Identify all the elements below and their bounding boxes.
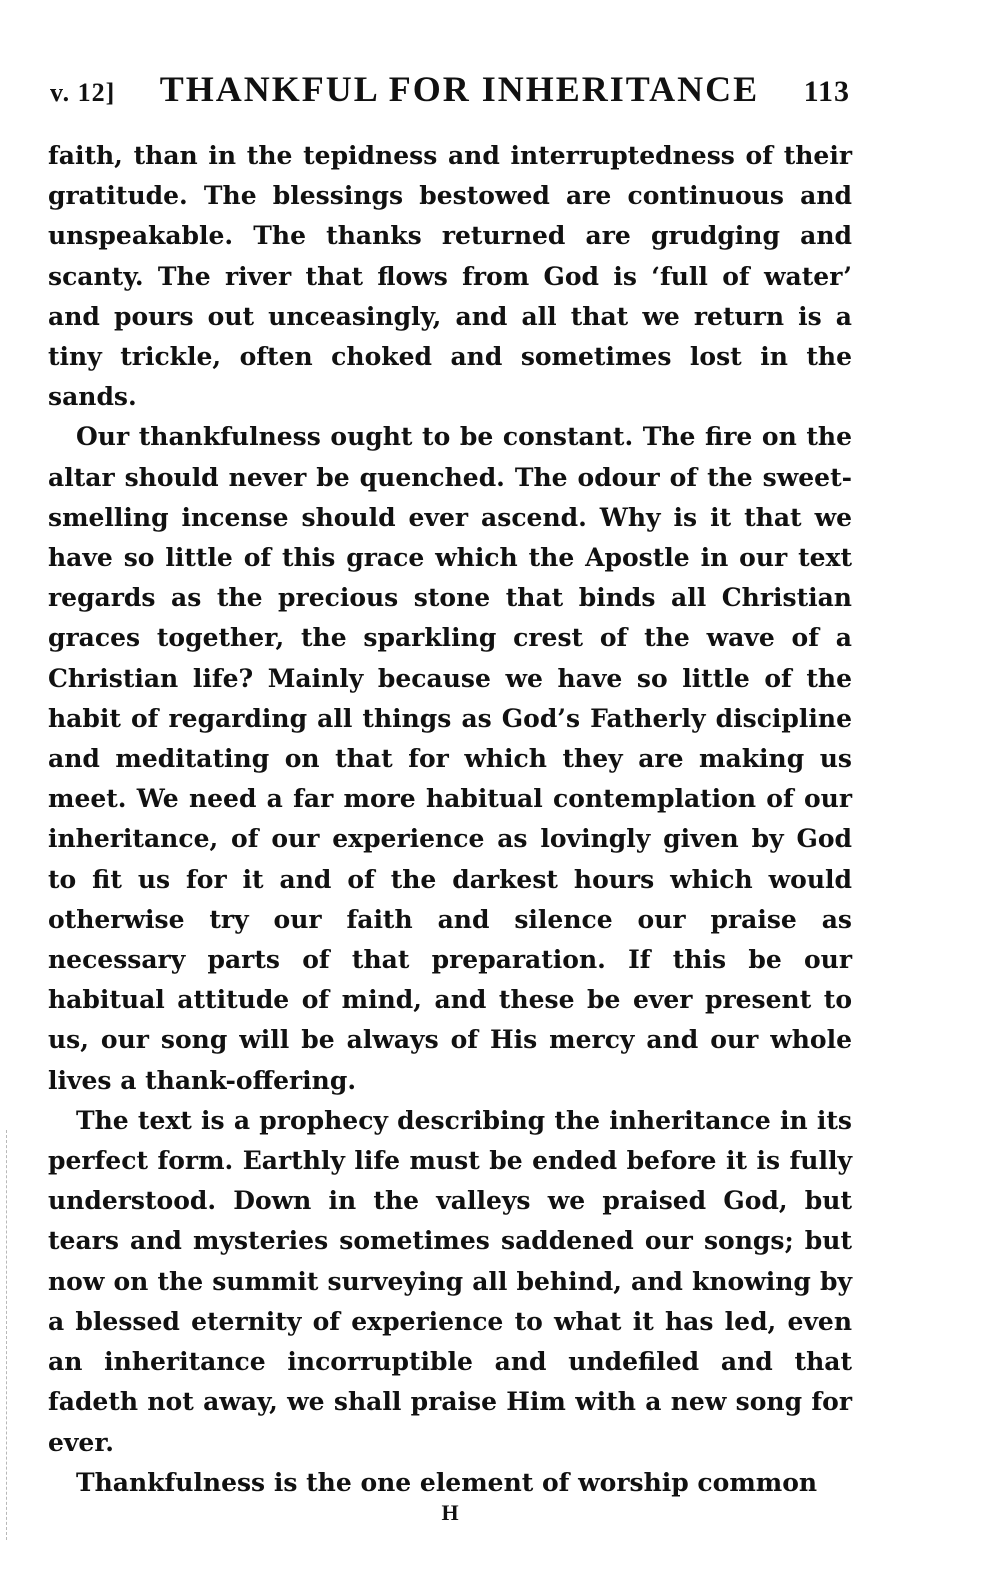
page-title: THANKFUL FOR INHERITANCE — [159, 69, 760, 109]
paragraph-worship: Thankfulness is the one element of worship common — [76, 1467, 818, 1497]
signature-mark: H — [441, 1500, 459, 1525]
paragraph-continued: faith, than in the tepidness and interruptedness of their gratitude. The blessings bestowed are continuous and unspeakable. The thanks returned are grudging and scanty. The river that flows from God is ‘full of water’ and pours out unceasingly, and all that we return is a tiny trickle, often choked and sometimes lost in the sands. — [48, 141, 852, 412]
running-head — [50, 68, 850, 112]
paragraph-thankfulness-constant: Our thankfulness ought to be constant. The fire on the altar should never be quenched. The odour of the sweet-smelling incense should ever ascend. Why is it that we have so little of this grace which the Apostle in our text regards as the precious stone that binds all Christian graces together, the sparkling crest of the wave of a Christian life? Mainly because we have so little of the habit of regarding all things as God’s Fatherly discipline and meditating on that for which they are making us meet. We need a far more habitual contemplation of our inheritance, of our experience as lovingly given by God to fit us for it and of the darkest hours which would otherwise try our faith and silence our praise as necessary parts of that preparation. If this be our habitual attitude of mind, and these be ever present to us, our song will be always of His mercy and our whole lives a thank-offering. — [48, 422, 852, 1095]
margin-scan-mark — [6, 1130, 8, 1540]
verse-reference: v. 12] — [50, 78, 116, 107]
page-number: 113 — [803, 75, 850, 108]
paragraph-prophecy: The text is a prophecy describing the inheritance in its perfect form. Earthly life must be ended before it is fully understood. Down in the valleys we praised God, but tears and mysteries sometimes saddened our songs; but now on the summit surveying all behind, and knowing by a blessed eternity of experience to what it has led, even an inheritance incorruptible and undefiled and that fadeth not away, we shall praise Him with a new song for ever. — [48, 1105, 852, 1457]
body-text — [48, 136, 852, 1503]
